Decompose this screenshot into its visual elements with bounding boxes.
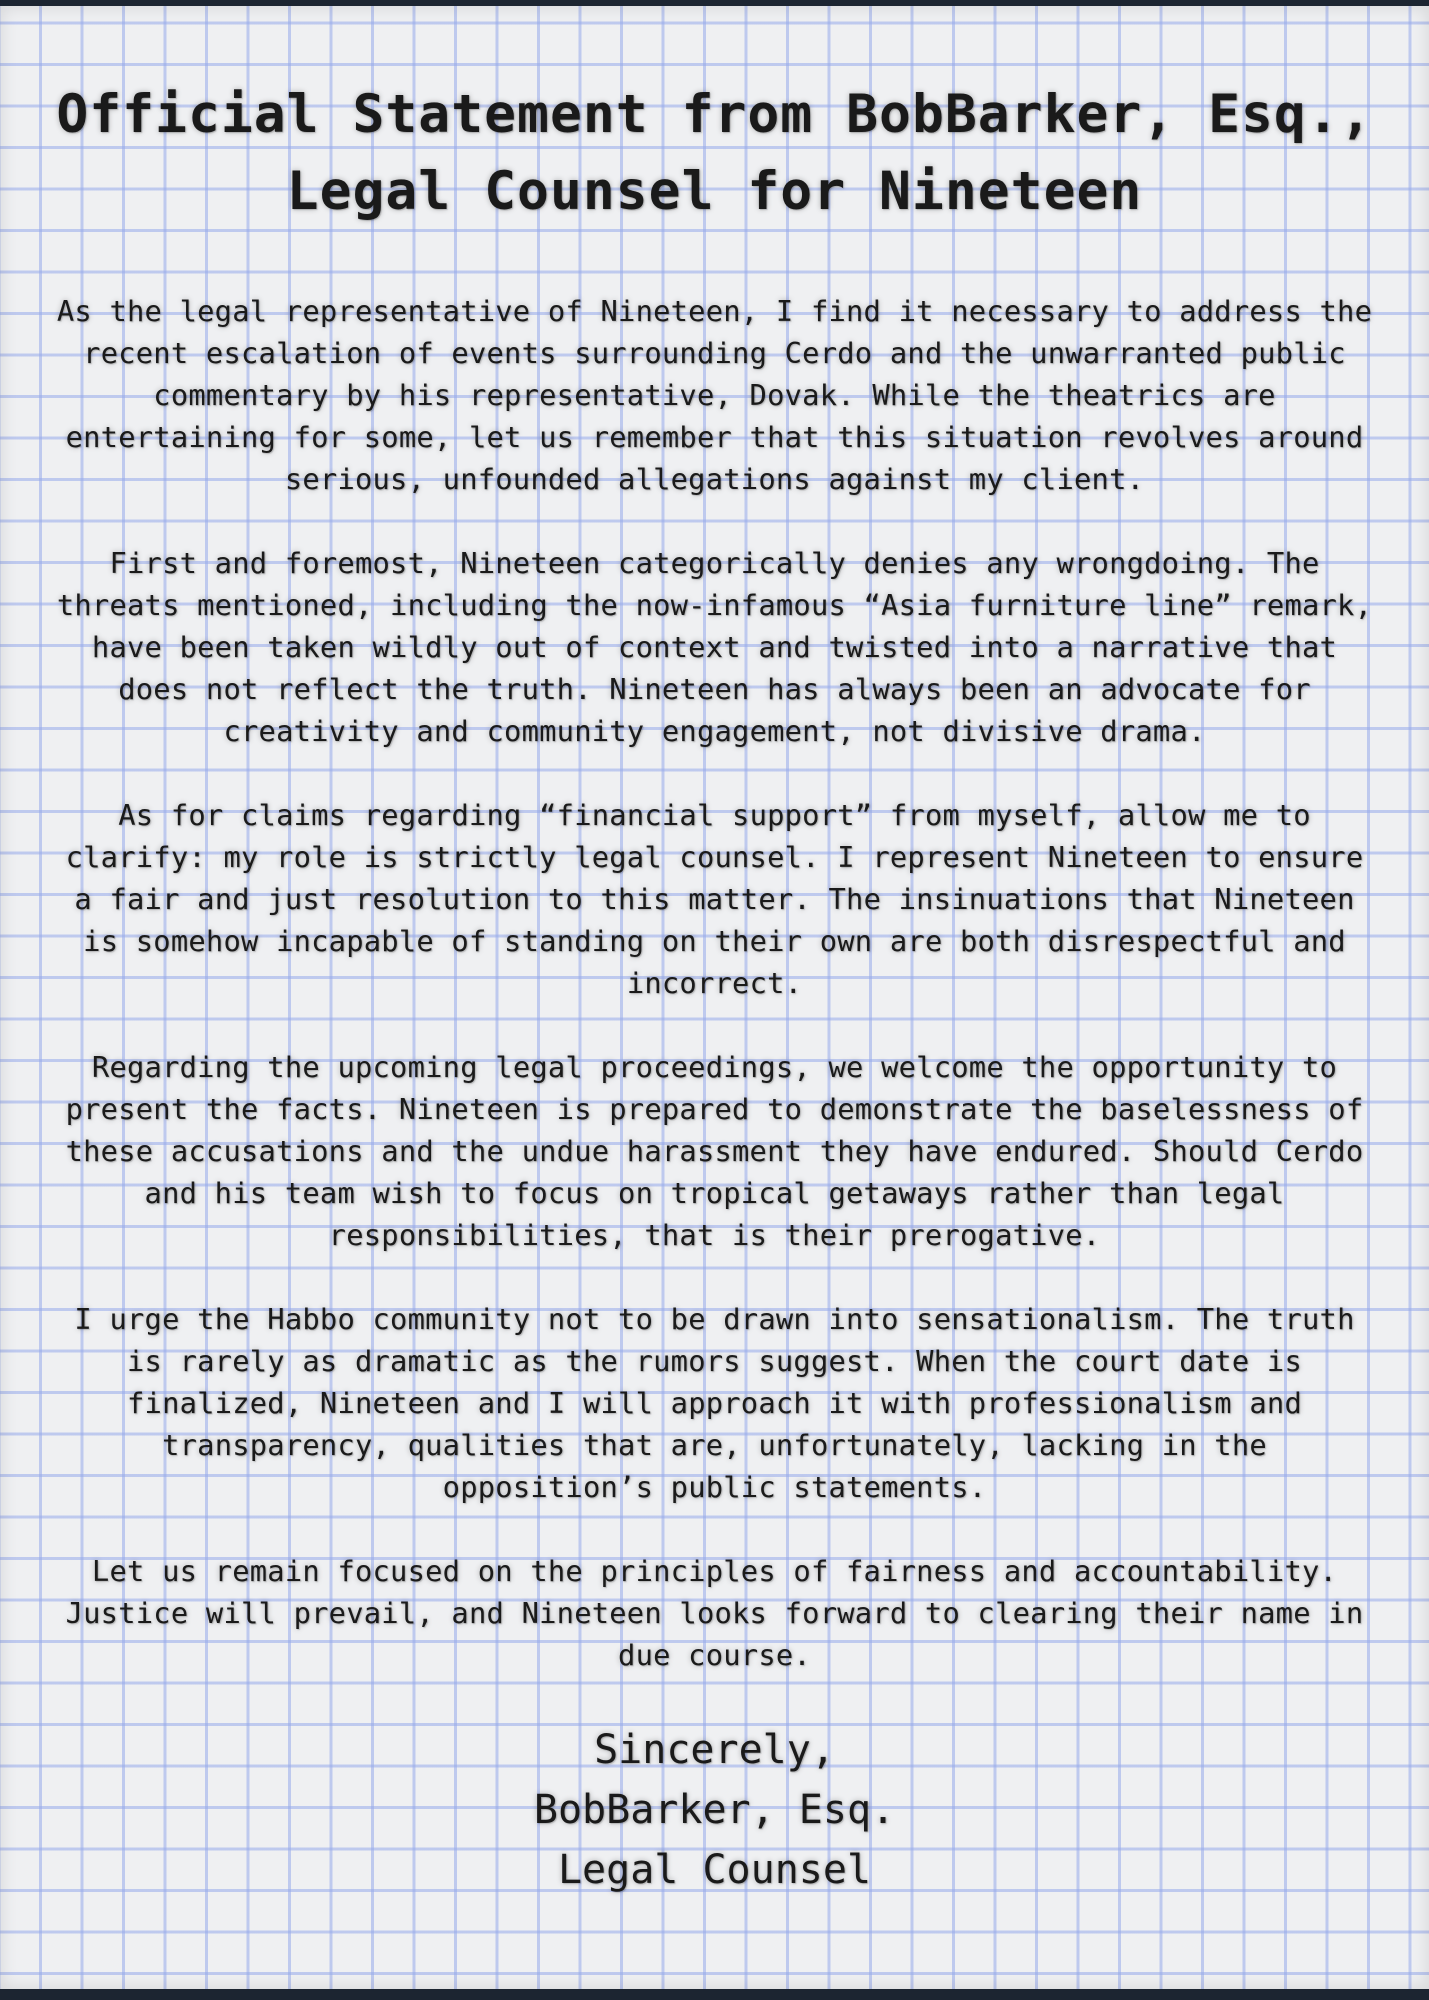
paragraph-5: I urge the Habbo community not to be drawn into sensationalism. The truth is rarely as dramatic as the rumors suggest. When the court date is finalized, Nineteen and I will approach it with professionalism and transparency, qualities that are, unfortunately, lacking in the opposition’s public statements. <box>74 1302 1355 1504</box>
grid-paper-sheet <box>0 6 1429 1989</box>
statement-title <box>50 76 1379 230</box>
paragraph-6: Let us remain focused on the principles of fairness and accountability. Justice will prevail, and Nineteen looks forward to clearing their name in due course. <box>65 1554 1364 1672</box>
paragraph-3: As for claims regarding “financial support” from myself, allow me to clarify: my role is strictly legal counsel. I represent Nineteen to ensure a fair and just resolution to this matter. The insinuations that Nineteen is somehow incapable of standing on their own are both disrespectful and incorrect. <box>65 798 1364 1000</box>
signature-block <box>50 1720 1379 1900</box>
title-line-2: Legal Counsel for Nineteen <box>286 161 1143 222</box>
paragraph-2: First and foremost, Nineteen categorically denies any wrongdoing. The threats mentioned, including the now-infamous “Asia furniture line” remark, have been taken wildly out of context and twisted into a narrative that does not reflect the truth. Nineteen has always been an advocate for creativity and community engagement, not divisive drama. <box>56 546 1373 748</box>
statement-body <box>50 76 1379 1900</box>
signer-role: Legal Counsel <box>557 1847 872 1893</box>
title-line-1: Official Statement from BobBarker, Esq., <box>56 84 1373 145</box>
paragraph-4: Regarding the upcoming legal proceedings, we welcome the opportunity to present the facts. Nineteen is prepared to demonstrate the baselessness of these accusations and the undue harassment they have endured. Should Cerdo and his team wish to focus on tropical getaways rather than legal responsibilities, that is their prerogative. <box>65 1050 1364 1252</box>
closing-text: Sincerely, <box>594 1727 835 1773</box>
bottom-border <box>0 1989 1429 2000</box>
paragraph-1: As the legal representative of Nineteen, I find it necessary to address the recent escalation of events surrounding Cerdo and the unwarranted public commentary by his representative, Dovak. While the theatrics are entertaining for some, let us remember that this situation revolves around serious, unfounded allegations against my client. <box>56 294 1373 496</box>
signer-name: BobBarker, Esq. <box>533 1787 896 1833</box>
